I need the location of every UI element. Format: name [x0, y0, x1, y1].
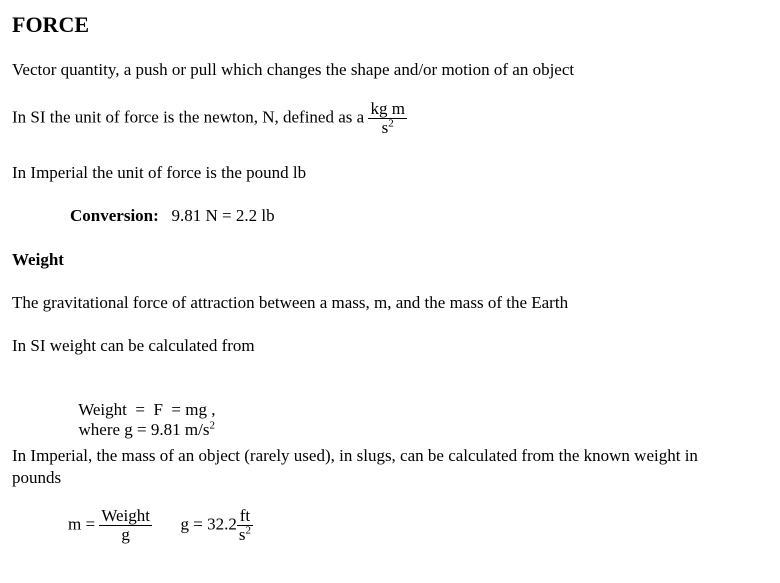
si-unit-line	[12, 100, 407, 137]
weight-formula-lhs: Weight = F = mg ,	[78, 400, 216, 419]
kg-m-per-s2-fraction	[368, 100, 406, 137]
g-imperial-value: g = 32.2	[180, 514, 237, 534]
mass-formula	[68, 507, 253, 544]
weight-formula	[70, 380, 228, 440]
ft-per-s2-fraction	[237, 507, 253, 544]
conversion-value: 9.81 N = 2.2 lb	[171, 206, 275, 225]
page-title: FORCE	[12, 12, 89, 37]
si-weight-intro: In SI weight can be calculated from	[12, 336, 255, 355]
fraction-numerator: Weight	[101, 506, 150, 525]
fraction-denominator: $s^2$	[238, 524, 251, 544]
weight-over-g-fraction	[99, 507, 152, 544]
mass-formula-lhs: m =	[68, 514, 96, 534]
fraction-denominator: g	[121, 524, 130, 544]
fraction-denominator: $s^2$	[381, 117, 394, 137]
weight-definition: The gravitational force of attraction between a mass, m, and the mass of the Earth	[12, 293, 569, 312]
force-definition: Vector quantity, a push or pull which changes the shape and/or motion of an object	[12, 60, 575, 79]
imperial-unit-line: In Imperial the unit of force is the pound lb	[12, 163, 307, 182]
conversion-label: Conversion:	[70, 206, 159, 225]
fraction-numerator: kg m	[370, 99, 405, 118]
si-unit-text: In SI the unit of force is the newton, N, defined as a	[12, 107, 365, 127]
fraction-numerator: ft	[237, 507, 253, 526]
imperial-mass-text: In Imperial, the mass of an object (rarely used), in slugs, can be calculated from the known weight in pounds	[12, 446, 698, 487]
weight-heading: Weight	[12, 250, 64, 269]
conversion-line	[70, 206, 275, 226]
weight-formula-where: where g = 9.81 $m/s^2$	[78, 419, 215, 439]
